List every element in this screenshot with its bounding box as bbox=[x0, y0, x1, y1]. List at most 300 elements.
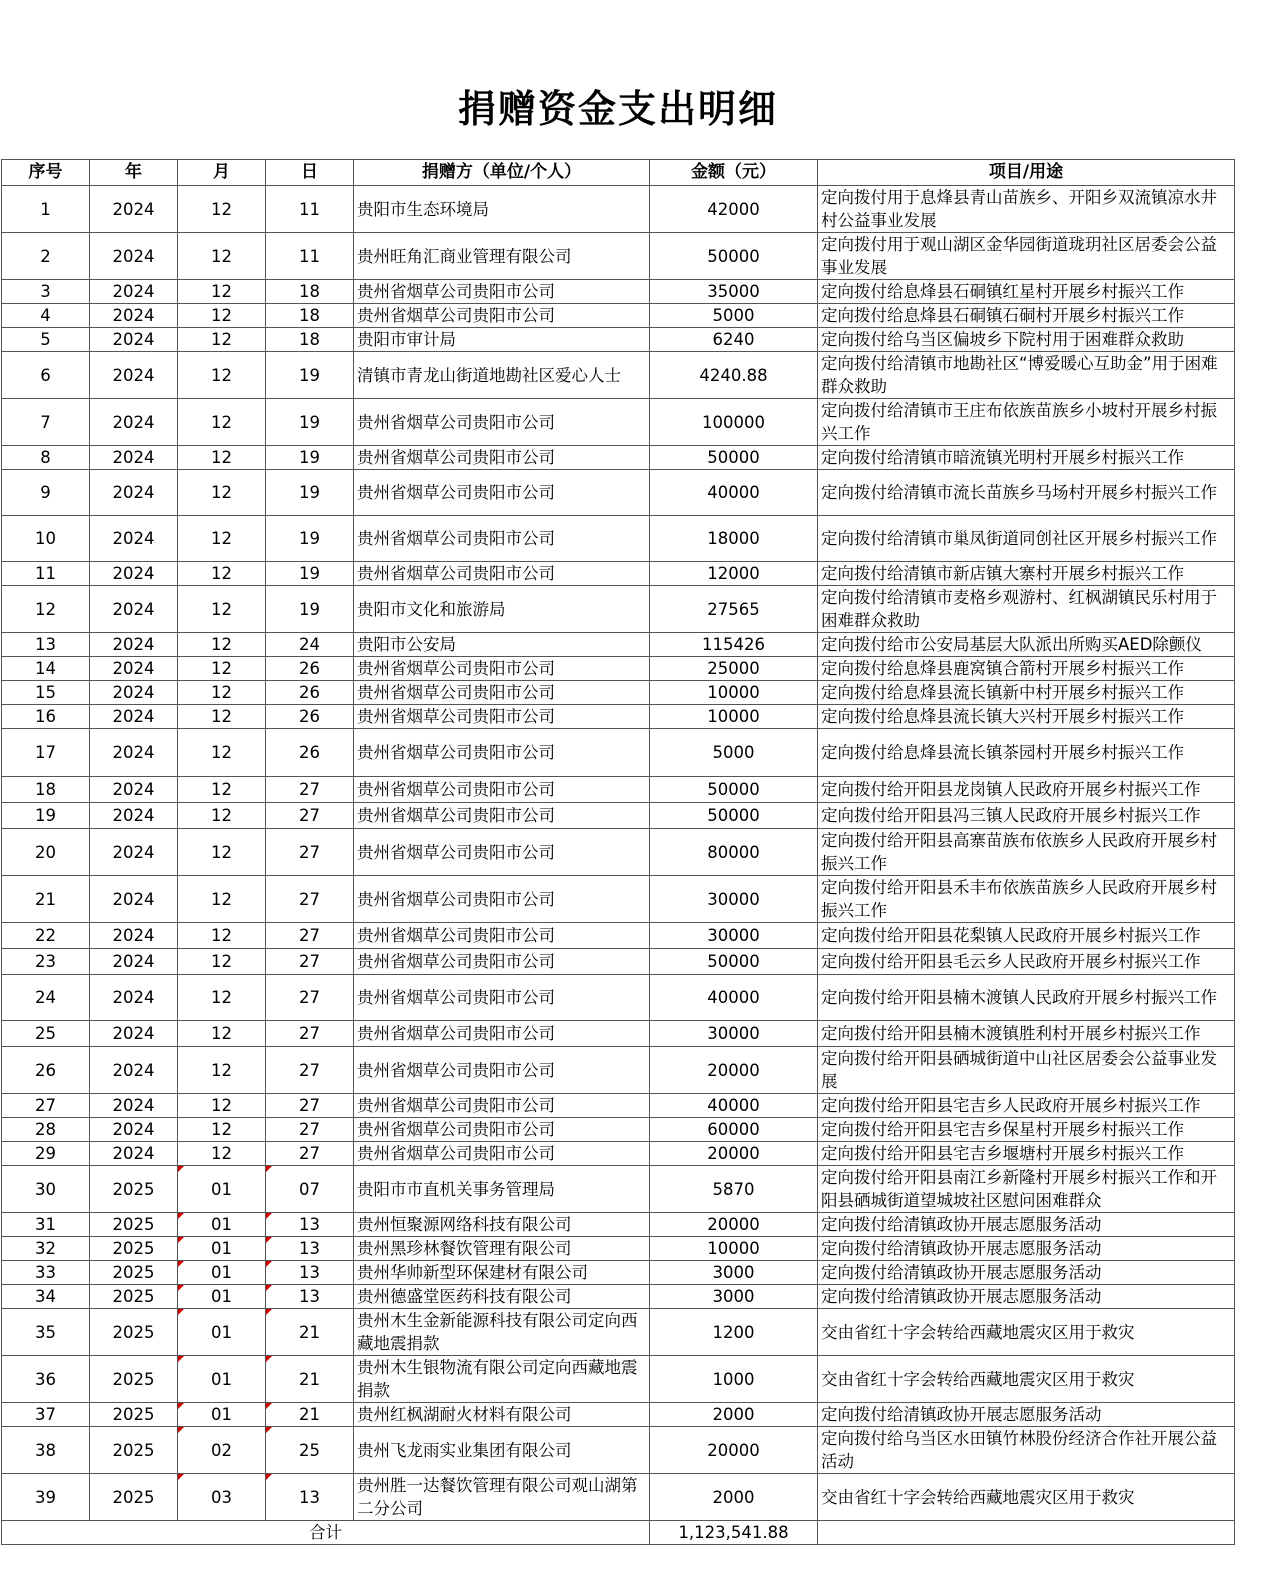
cell-year: 2024 bbox=[90, 657, 178, 681]
cell-no: 2 bbox=[2, 233, 90, 280]
table-row bbox=[2, 1403, 1235, 1427]
cell-year: 2024 bbox=[90, 777, 178, 803]
cell-amount: 4240.88 bbox=[650, 352, 818, 399]
table-row bbox=[2, 1094, 1235, 1118]
cell-month: 12 bbox=[178, 803, 266, 829]
cell-purpose: 定向拨付给清镇市流长苗族乡马场村开展乡村振兴工作 bbox=[818, 470, 1235, 516]
cell-amount: 1000 bbox=[650, 1356, 818, 1403]
cell-no: 8 bbox=[2, 446, 90, 470]
table-row bbox=[2, 923, 1235, 949]
table-row bbox=[2, 1309, 1235, 1356]
cell-month: 12 bbox=[178, 304, 266, 328]
table-row bbox=[2, 1237, 1235, 1261]
cell-year: 2025 bbox=[90, 1285, 178, 1309]
table-row bbox=[2, 586, 1235, 633]
cell-purpose: 定向拨付给息烽县石硐镇石硐村开展乡村振兴工作 bbox=[818, 304, 1235, 328]
cell-day: 18 bbox=[266, 328, 354, 352]
cell-purpose: 交由省红十字会转给西藏地震灾区用于救灾 bbox=[818, 1356, 1235, 1403]
cell-day: 19 bbox=[266, 470, 354, 516]
cell-day: 07 bbox=[266, 1166, 354, 1213]
cell-amount: 30000 bbox=[650, 1021, 818, 1047]
cell-year: 2025 bbox=[90, 1213, 178, 1237]
cell-year: 2024 bbox=[90, 829, 178, 876]
cell-purpose: 定向拨付给乌当区水田镇竹林股份经济合作社开展公益活动 bbox=[818, 1427, 1235, 1474]
cell-no: 9 bbox=[2, 470, 90, 516]
cell-no: 21 bbox=[2, 876, 90, 923]
cell-year: 2024 bbox=[90, 705, 178, 729]
table-row bbox=[2, 1213, 1235, 1237]
cell-donor: 贵州华帅新型环保建材有限公司 bbox=[354, 1261, 650, 1285]
cell-month: 12 bbox=[178, 1118, 266, 1142]
total-row bbox=[2, 1521, 1235, 1545]
cell-year: 2025 bbox=[90, 1166, 178, 1213]
total-purpose-empty bbox=[818, 1521, 1235, 1545]
cell-purpose: 定向拨付给息烽县鹿窝镇合箭村开展乡村振兴工作 bbox=[818, 657, 1235, 681]
cell-year: 2025 bbox=[90, 1403, 178, 1427]
cell-month: 12 bbox=[178, 233, 266, 280]
cell-day: 13 bbox=[266, 1474, 354, 1521]
cell-day: 27 bbox=[266, 1047, 354, 1094]
cell-day: 25 bbox=[266, 1427, 354, 1474]
table-row bbox=[2, 328, 1235, 352]
header-row bbox=[2, 160, 1235, 186]
cell-purpose: 定向拨付给息烽县流长镇大兴村开展乡村振兴工作 bbox=[818, 705, 1235, 729]
table-row bbox=[2, 1474, 1235, 1521]
cell-donor: 贵州省烟草公司贵阳市公司 bbox=[354, 304, 650, 328]
cell-month: 12 bbox=[178, 876, 266, 923]
cell-donor: 贵州省烟草公司贵阳市公司 bbox=[354, 777, 650, 803]
cell-month: 12 bbox=[178, 399, 266, 446]
cell-day: 27 bbox=[266, 876, 354, 923]
cell-purpose: 交由省红十字会转给西藏地震灾区用于救灾 bbox=[818, 1474, 1235, 1521]
cell-day: 18 bbox=[266, 280, 354, 304]
cell-day: 27 bbox=[266, 777, 354, 803]
cell-purpose: 定向拨付给开阳县冯三镇人民政府开展乡村振兴工作 bbox=[818, 803, 1235, 829]
table-row bbox=[2, 352, 1235, 399]
cell-day: 13 bbox=[266, 1261, 354, 1285]
cell-year: 2024 bbox=[90, 1094, 178, 1118]
cell-amount: 20000 bbox=[650, 1213, 818, 1237]
table-row bbox=[2, 633, 1235, 657]
cell-no: 7 bbox=[2, 399, 90, 446]
cell-month: 01 bbox=[178, 1213, 266, 1237]
cell-no: 5 bbox=[2, 328, 90, 352]
table-row bbox=[2, 876, 1235, 923]
cell-donor: 贵州德盛堂医药科技有限公司 bbox=[354, 1285, 650, 1309]
cell-month: 12 bbox=[178, 1047, 266, 1094]
expense-table bbox=[1, 159, 1235, 1545]
cell-amount: 60000 bbox=[650, 1118, 818, 1142]
cell-day: 19 bbox=[266, 446, 354, 470]
cell-no: 6 bbox=[2, 352, 90, 399]
cell-month: 01 bbox=[178, 1309, 266, 1356]
cell-day: 26 bbox=[266, 681, 354, 705]
cell-donor: 贵州省烟草公司贵阳市公司 bbox=[354, 876, 650, 923]
table-row bbox=[2, 1021, 1235, 1047]
cell-amount: 5000 bbox=[650, 304, 818, 328]
cell-month: 12 bbox=[178, 470, 266, 516]
cell-amount: 40000 bbox=[650, 1094, 818, 1118]
table-row bbox=[2, 399, 1235, 446]
cell-year: 2024 bbox=[90, 633, 178, 657]
cell-no: 18 bbox=[2, 777, 90, 803]
cell-amount: 50000 bbox=[650, 446, 818, 470]
cell-amount: 1200 bbox=[650, 1309, 818, 1356]
cell-amount: 2000 bbox=[650, 1403, 818, 1427]
cell-donor: 贵州省烟草公司贵阳市公司 bbox=[354, 1142, 650, 1166]
cell-year: 2024 bbox=[90, 352, 178, 399]
cell-year: 2025 bbox=[90, 1261, 178, 1285]
table-row bbox=[2, 803, 1235, 829]
cell-purpose: 定向拨付给开阳县宅吉乡堰塘村开展乡村振兴工作 bbox=[818, 1142, 1235, 1166]
cell-purpose: 定向拨付给开阳县南江乡新隆村开展乡村振兴工作和开阳县硒城街道望城坡社区慰问困难群众 bbox=[818, 1166, 1235, 1213]
cell-no: 15 bbox=[2, 681, 90, 705]
cell-purpose: 定向拨付给清镇政协开展志愿服务活动 bbox=[818, 1213, 1235, 1237]
cell-month: 03 bbox=[178, 1474, 266, 1521]
cell-no: 3 bbox=[2, 280, 90, 304]
table-row bbox=[2, 729, 1235, 777]
table-row bbox=[2, 681, 1235, 705]
cell-no: 22 bbox=[2, 923, 90, 949]
cell-month: 12 bbox=[178, 705, 266, 729]
cell-amount: 50000 bbox=[650, 777, 818, 803]
cell-no: 28 bbox=[2, 1118, 90, 1142]
table-row bbox=[2, 1118, 1235, 1142]
cell-amount: 10000 bbox=[650, 1237, 818, 1261]
cell-amount: 20000 bbox=[650, 1427, 818, 1474]
cell-donor: 贵州省烟草公司贵阳市公司 bbox=[354, 681, 650, 705]
cell-month: 12 bbox=[178, 975, 266, 1021]
cell-purpose: 定向拨付给开阳县高寨苗族布依族乡人民政府开展乡村振兴工作 bbox=[818, 829, 1235, 876]
cell-no: 20 bbox=[2, 829, 90, 876]
cell-purpose: 交由省红十字会转给西藏地震灾区用于救灾 bbox=[818, 1309, 1235, 1356]
cell-day: 27 bbox=[266, 949, 354, 975]
cell-year: 2024 bbox=[90, 233, 178, 280]
cell-purpose: 定向拨付给开阳县花梨镇人民政府开展乡村振兴工作 bbox=[818, 923, 1235, 949]
total-amount: 1,123,541.88 bbox=[650, 1521, 818, 1545]
cell-year: 2024 bbox=[90, 446, 178, 470]
table-row bbox=[2, 233, 1235, 280]
cell-day: 19 bbox=[266, 516, 354, 562]
cell-donor: 贵州省烟草公司贵阳市公司 bbox=[354, 516, 650, 562]
cell-year: 2024 bbox=[90, 876, 178, 923]
table-row bbox=[2, 975, 1235, 1021]
cell-year: 2024 bbox=[90, 975, 178, 1021]
cell-month: 12 bbox=[178, 280, 266, 304]
cell-day: 27 bbox=[266, 1118, 354, 1142]
table-row bbox=[2, 304, 1235, 328]
cell-amount: 100000 bbox=[650, 399, 818, 446]
cell-year: 2024 bbox=[90, 949, 178, 975]
cell-amount: 18000 bbox=[650, 516, 818, 562]
table-row bbox=[2, 1427, 1235, 1474]
cell-amount: 20000 bbox=[650, 1142, 818, 1166]
cell-amount: 80000 bbox=[650, 829, 818, 876]
cell-amount: 50000 bbox=[650, 233, 818, 280]
cell-no: 31 bbox=[2, 1213, 90, 1237]
cell-day: 27 bbox=[266, 829, 354, 876]
cell-day: 19 bbox=[266, 586, 354, 633]
cell-year: 2024 bbox=[90, 1021, 178, 1047]
cell-donor: 贵州省烟草公司贵阳市公司 bbox=[354, 1021, 650, 1047]
cell-donor: 贵州省烟草公司贵阳市公司 bbox=[354, 470, 650, 516]
cell-year: 2025 bbox=[90, 1427, 178, 1474]
cell-amount: 20000 bbox=[650, 1047, 818, 1094]
table-row bbox=[2, 657, 1235, 681]
cell-month: 01 bbox=[178, 1237, 266, 1261]
cell-donor: 贵州省烟草公司贵阳市公司 bbox=[354, 446, 650, 470]
cell-month: 12 bbox=[178, 729, 266, 777]
cell-amount: 3000 bbox=[650, 1285, 818, 1309]
cell-no: 16 bbox=[2, 705, 90, 729]
header-month: 月 bbox=[178, 160, 266, 186]
cell-donor: 贵州省烟草公司贵阳市公司 bbox=[354, 1094, 650, 1118]
cell-day: 27 bbox=[266, 803, 354, 829]
table-row bbox=[2, 280, 1235, 304]
cell-donor: 贵州省烟草公司贵阳市公司 bbox=[354, 657, 650, 681]
cell-donor: 贵阳市公安局 bbox=[354, 633, 650, 657]
cell-amount: 10000 bbox=[650, 681, 818, 705]
table-row bbox=[2, 446, 1235, 470]
cell-day: 13 bbox=[266, 1213, 354, 1237]
cell-no: 35 bbox=[2, 1309, 90, 1356]
cell-day: 13 bbox=[266, 1237, 354, 1261]
cell-amount: 3000 bbox=[650, 1261, 818, 1285]
cell-donor: 贵阳市审计局 bbox=[354, 328, 650, 352]
cell-amount: 35000 bbox=[650, 280, 818, 304]
cell-purpose: 定向拨付给清镇市王庄布依族苗族乡小坡村开展乡村振兴工作 bbox=[818, 399, 1235, 446]
cell-day: 11 bbox=[266, 233, 354, 280]
cell-year: 2024 bbox=[90, 923, 178, 949]
cell-no: 25 bbox=[2, 1021, 90, 1047]
cell-purpose: 定向拨付给息烽县流长镇新中村开展乡村振兴工作 bbox=[818, 681, 1235, 705]
cell-donor: 贵州省烟草公司贵阳市公司 bbox=[354, 1118, 650, 1142]
cell-amount: 25000 bbox=[650, 657, 818, 681]
cell-month: 12 bbox=[178, 1142, 266, 1166]
cell-no: 10 bbox=[2, 516, 90, 562]
cell-amount: 10000 bbox=[650, 705, 818, 729]
cell-donor: 贵州飞龙雨实业集团有限公司 bbox=[354, 1427, 650, 1474]
cell-month: 12 bbox=[178, 516, 266, 562]
cell-year: 2024 bbox=[90, 516, 178, 562]
cell-year: 2024 bbox=[90, 470, 178, 516]
cell-purpose: 定向拨付给息烽县石硐镇红星村开展乡村振兴工作 bbox=[818, 280, 1235, 304]
cell-amount: 12000 bbox=[650, 562, 818, 586]
cell-no: 36 bbox=[2, 1356, 90, 1403]
cell-donor: 贵州省烟草公司贵阳市公司 bbox=[354, 399, 650, 446]
cell-month: 12 bbox=[178, 681, 266, 705]
cell-amount: 5000 bbox=[650, 729, 818, 777]
cell-no: 26 bbox=[2, 1047, 90, 1094]
cell-no: 24 bbox=[2, 975, 90, 1021]
page-title: 捐赠资金支出明细 bbox=[457, 87, 778, 131]
cell-day: 27 bbox=[266, 975, 354, 1021]
cell-donor: 贵州省烟草公司贵阳市公司 bbox=[354, 803, 650, 829]
header-no: 序号 bbox=[2, 160, 90, 186]
table-row bbox=[2, 186, 1235, 233]
header-purpose: 项目/用途 bbox=[818, 160, 1235, 186]
cell-year: 2024 bbox=[90, 1142, 178, 1166]
cell-no: 14 bbox=[2, 657, 90, 681]
cell-donor: 贵州省烟草公司贵阳市公司 bbox=[354, 923, 650, 949]
cell-donor: 贵州省烟草公司贵阳市公司 bbox=[354, 829, 650, 876]
cell-year: 2025 bbox=[90, 1356, 178, 1403]
cell-donor: 贵州省烟草公司贵阳市公司 bbox=[354, 705, 650, 729]
cell-month: 01 bbox=[178, 1166, 266, 1213]
cell-donor: 贵州省烟草公司贵阳市公司 bbox=[354, 562, 650, 586]
cell-no: 30 bbox=[2, 1166, 90, 1213]
cell-day: 21 bbox=[266, 1403, 354, 1427]
cell-no: 17 bbox=[2, 729, 90, 777]
cell-donor: 贵州木生银物流有限公司定向西藏地震捐款 bbox=[354, 1356, 650, 1403]
cell-month: 12 bbox=[178, 949, 266, 975]
cell-amount: 42000 bbox=[650, 186, 818, 233]
table-row bbox=[2, 1047, 1235, 1094]
cell-amount: 50000 bbox=[650, 803, 818, 829]
cell-donor: 贵州省烟草公司贵阳市公司 bbox=[354, 949, 650, 975]
cell-donor: 贵阳市市直机关事务管理局 bbox=[354, 1166, 650, 1213]
cell-purpose: 定向拨付给开阳县龙岗镇人民政府开展乡村振兴工作 bbox=[818, 777, 1235, 803]
cell-no: 29 bbox=[2, 1142, 90, 1166]
cell-no: 37 bbox=[2, 1403, 90, 1427]
cell-year: 2024 bbox=[90, 304, 178, 328]
cell-year: 2024 bbox=[90, 562, 178, 586]
cell-day: 24 bbox=[266, 633, 354, 657]
table-row bbox=[2, 562, 1235, 586]
cell-month: 12 bbox=[178, 923, 266, 949]
cell-no: 1 bbox=[2, 186, 90, 233]
cell-purpose: 定向拨付给开阳县硒城街道中山社区居委会公益事业发展 bbox=[818, 1047, 1235, 1094]
table-row bbox=[2, 470, 1235, 516]
cell-donor: 贵阳市生态环境局 bbox=[354, 186, 650, 233]
cell-year: 2025 bbox=[90, 1309, 178, 1356]
cell-month: 01 bbox=[178, 1261, 266, 1285]
cell-purpose: 定向拨付给开阳县毛云乡人民政府开展乡村振兴工作 bbox=[818, 949, 1235, 975]
cell-amount: 40000 bbox=[650, 470, 818, 516]
cell-amount: 115426 bbox=[650, 633, 818, 657]
cell-donor: 贵州红枫湖耐火材料有限公司 bbox=[354, 1403, 650, 1427]
table-row bbox=[2, 705, 1235, 729]
cell-donor: 贵州省烟草公司贵阳市公司 bbox=[354, 729, 650, 777]
cell-purpose: 定向拨付给清镇政协开展志愿服务活动 bbox=[818, 1237, 1235, 1261]
table-row bbox=[2, 1166, 1235, 1213]
cell-month: 12 bbox=[178, 586, 266, 633]
cell-no: 23 bbox=[2, 949, 90, 975]
cell-year: 2025 bbox=[90, 1237, 178, 1261]
cell-month: 12 bbox=[178, 352, 266, 399]
cell-no: 12 bbox=[2, 586, 90, 633]
cell-day: 21 bbox=[266, 1309, 354, 1356]
cell-no: 11 bbox=[2, 562, 90, 586]
cell-donor: 贵州省烟草公司贵阳市公司 bbox=[354, 1047, 650, 1094]
cell-year: 2024 bbox=[90, 1118, 178, 1142]
cell-amount: 30000 bbox=[650, 923, 818, 949]
cell-year: 2024 bbox=[90, 328, 178, 352]
cell-amount: 6240 bbox=[650, 328, 818, 352]
cell-donor: 贵州黑珍林餐饮管理有限公司 bbox=[354, 1237, 650, 1261]
cell-month: 12 bbox=[178, 562, 266, 586]
cell-day: 27 bbox=[266, 1142, 354, 1166]
table-row bbox=[2, 1356, 1235, 1403]
cell-donor: 贵州胜一达餐饮管理有限公司观山湖第二分公司 bbox=[354, 1474, 650, 1521]
cell-month: 12 bbox=[178, 777, 266, 803]
cell-day: 18 bbox=[266, 304, 354, 328]
cell-no: 27 bbox=[2, 1094, 90, 1118]
cell-year: 2025 bbox=[90, 1474, 178, 1521]
cell-purpose: 定向拨付给乌当区偏坡乡下院村用于困难群众救助 bbox=[818, 328, 1235, 352]
cell-purpose: 定向拨付给清镇市巢凤街道同创社区开展乡村振兴工作 bbox=[818, 516, 1235, 562]
total-label: 合计 bbox=[2, 1521, 650, 1545]
cell-day: 11 bbox=[266, 186, 354, 233]
cell-day: 26 bbox=[266, 657, 354, 681]
cell-purpose: 定向拨付给清镇政协开展志愿服务活动 bbox=[818, 1261, 1235, 1285]
cell-day: 27 bbox=[266, 1021, 354, 1047]
cell-no: 33 bbox=[2, 1261, 90, 1285]
cell-donor: 贵州省烟草公司贵阳市公司 bbox=[354, 975, 650, 1021]
cell-no: 4 bbox=[2, 304, 90, 328]
table-row bbox=[2, 829, 1235, 876]
cell-year: 2024 bbox=[90, 681, 178, 705]
header-amount: 金额（元） bbox=[650, 160, 818, 186]
cell-donor: 贵州旺角汇商业管理有限公司 bbox=[354, 233, 650, 280]
cell-purpose: 定向拨付给清镇市麦格乡观游村、红枫湖镇民乐村用于困难群众救助 bbox=[818, 586, 1235, 633]
cell-no: 13 bbox=[2, 633, 90, 657]
cell-amount: 30000 bbox=[650, 876, 818, 923]
table-row bbox=[2, 949, 1235, 975]
cell-purpose: 定向拨付用于息烽县青山苗族乡、开阳乡双流镇凉水井村公益事业发展 bbox=[818, 186, 1235, 233]
cell-day: 21 bbox=[266, 1356, 354, 1403]
header-day: 日 bbox=[266, 160, 354, 186]
cell-month: 12 bbox=[178, 446, 266, 470]
cell-amount: 27565 bbox=[650, 586, 818, 633]
cell-day: 19 bbox=[266, 562, 354, 586]
cell-month: 12 bbox=[178, 328, 266, 352]
cell-day: 19 bbox=[266, 399, 354, 446]
cell-month: 12 bbox=[178, 633, 266, 657]
header-donor: 捐赠方（单位/个人） bbox=[354, 160, 650, 186]
table-row bbox=[2, 1261, 1235, 1285]
cell-purpose: 定向拨付给清镇市暗流镇光明村开展乡村振兴工作 bbox=[818, 446, 1235, 470]
cell-year: 2024 bbox=[90, 186, 178, 233]
table-row bbox=[2, 516, 1235, 562]
cell-no: 32 bbox=[2, 1237, 90, 1261]
cell-donor: 清镇市青龙山街道地勘社区爱心人士 bbox=[354, 352, 650, 399]
cell-day: 26 bbox=[266, 729, 354, 777]
cell-amount: 2000 bbox=[650, 1474, 818, 1521]
cell-year: 2024 bbox=[90, 280, 178, 304]
cell-month: 12 bbox=[178, 829, 266, 876]
cell-month: 01 bbox=[178, 1356, 266, 1403]
cell-month: 12 bbox=[178, 1021, 266, 1047]
cell-amount: 5870 bbox=[650, 1166, 818, 1213]
cell-no: 34 bbox=[2, 1285, 90, 1309]
cell-purpose: 定向拨付给开阳县宅吉乡保星村开展乡村振兴工作 bbox=[818, 1118, 1235, 1142]
cell-year: 2024 bbox=[90, 803, 178, 829]
cell-purpose: 定向拨付给清镇政协开展志愿服务活动 bbox=[818, 1403, 1235, 1427]
cell-amount: 40000 bbox=[650, 975, 818, 1021]
cell-amount: 50000 bbox=[650, 949, 818, 975]
cell-purpose: 定向拨付给清镇市新店镇大寨村开展乡村振兴工作 bbox=[818, 562, 1235, 586]
table-row bbox=[2, 1285, 1235, 1309]
cell-no: 39 bbox=[2, 1474, 90, 1521]
cell-month: 01 bbox=[178, 1403, 266, 1427]
cell-purpose: 定向拨付给开阳县楠木渡镇人民政府开展乡村振兴工作 bbox=[818, 975, 1235, 1021]
cell-donor: 贵阳市文化和旅游局 bbox=[354, 586, 650, 633]
cell-day: 19 bbox=[266, 352, 354, 399]
cell-purpose: 定向拨付给清镇市地勘社区“博爱暖心互助金”用于困难群众救助 bbox=[818, 352, 1235, 399]
cell-day: 27 bbox=[266, 923, 354, 949]
cell-no: 19 bbox=[2, 803, 90, 829]
